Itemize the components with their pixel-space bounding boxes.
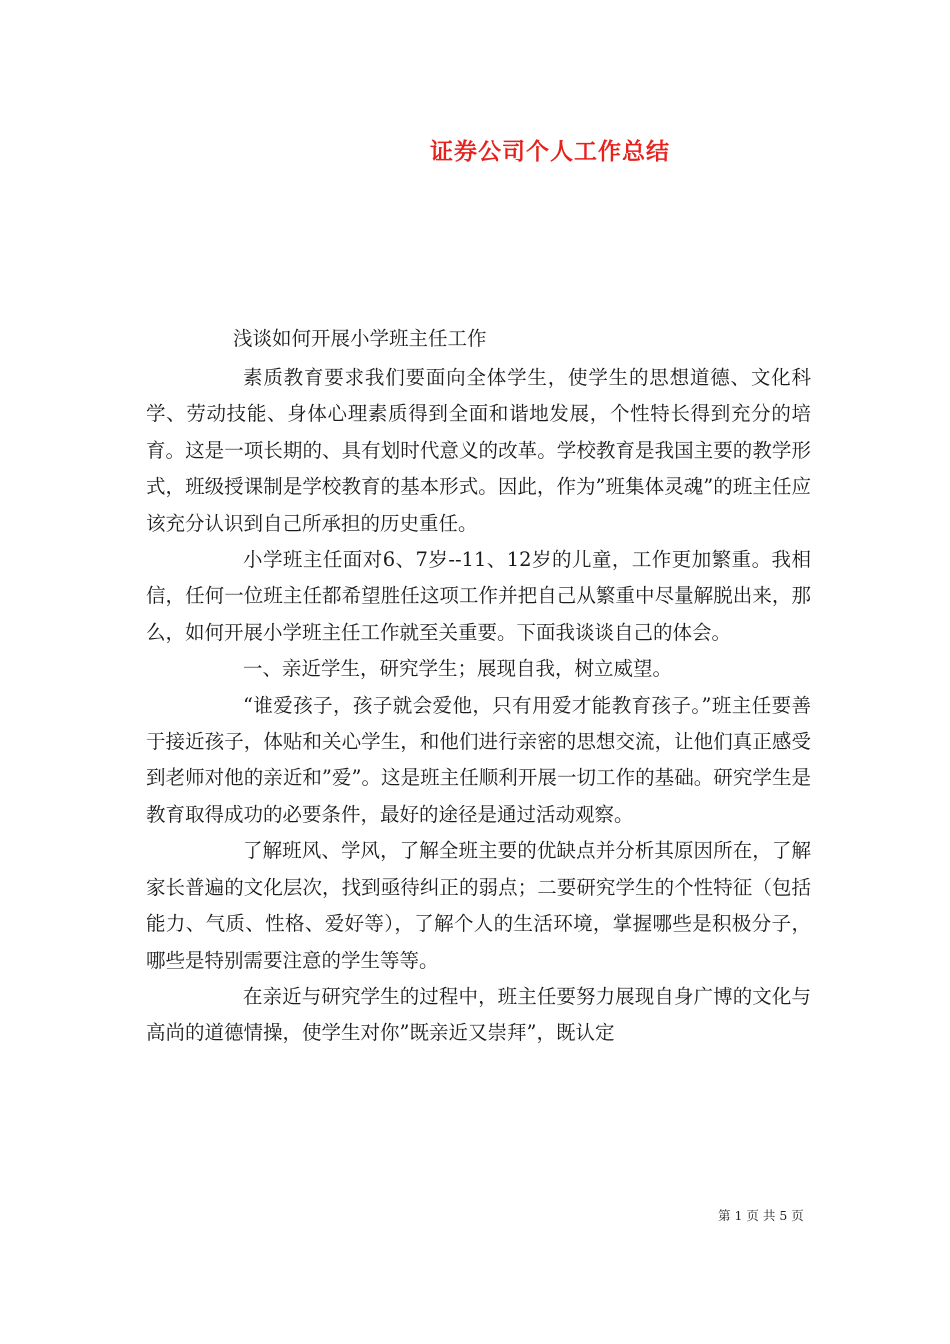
paragraph-1: 素质教育要求我们要面向全体学生，使学生的思想道德、文化科学、劳动技能、身体心理素质得到全面和谐地发展，个性特长得到充分的培育。这是一项长期的、具有划时代意义的改革。学校教育是我国主要的教学形式，班级授课制是学校教育的基本形式。因此，作为”班集体灵魂”的班主任应该充分认识到自己所承担的历史重任。	[146, 366, 811, 535]
paragraph-5: 了解班风、学风，了解全班主要的优缺点并分析其原因所在，了解家长普遍的文化层次，找到亟待纠正的弱点；二要研究学生的个性特征（包括能力、气质、性格、爱好等），了解个人的生活环境，掌握哪些是积极分子，哪些是特别需要注意的学生等等。	[146, 839, 811, 972]
paragraph-2: 小学班主任面对6、7岁--11、12岁的儿童，工作更加繁重。我相信，任何一位班主任都希望胜任这项工作并把自己从繁重中尽量解脱出来，那么，如何开展小学班主任工作就至关重要。下面我谈谈自己的体会。	[146, 548, 811, 644]
article-body	[146, 360, 811, 1052]
page-number-footer: 第 1 页 共 5 页	[718, 1208, 804, 1223]
page-title: 证券公司个人工作总结	[430, 139, 670, 165]
paragraph-3-heading: 一、亲近学生，研究学生；展现自我，树立威望。	[243, 657, 673, 681]
paragraph-6: 在亲近与研究学生的过程中，班主任要努力展现自身广博的文化与高尚的道德情操，使学生对你”既亲近又崇拜”，既认定	[146, 984, 811, 1045]
article-subtitle: 浅谈如何开展小学班主任工作	[233, 327, 487, 350]
paragraph-4: “谁爱孩子，孩子就会爱他，只有用爱才能教育孩子。”班主任要善于接近孩子，体贴和关心学生，和他们进行亲密的思想交流，让他们真正感受到老师对他的亲近和”爱”。这是班主任顺利开展一切工作的基础。研究学生是教育取得成功的必要条件，最好的途径是通过活动观察。	[146, 693, 811, 826]
